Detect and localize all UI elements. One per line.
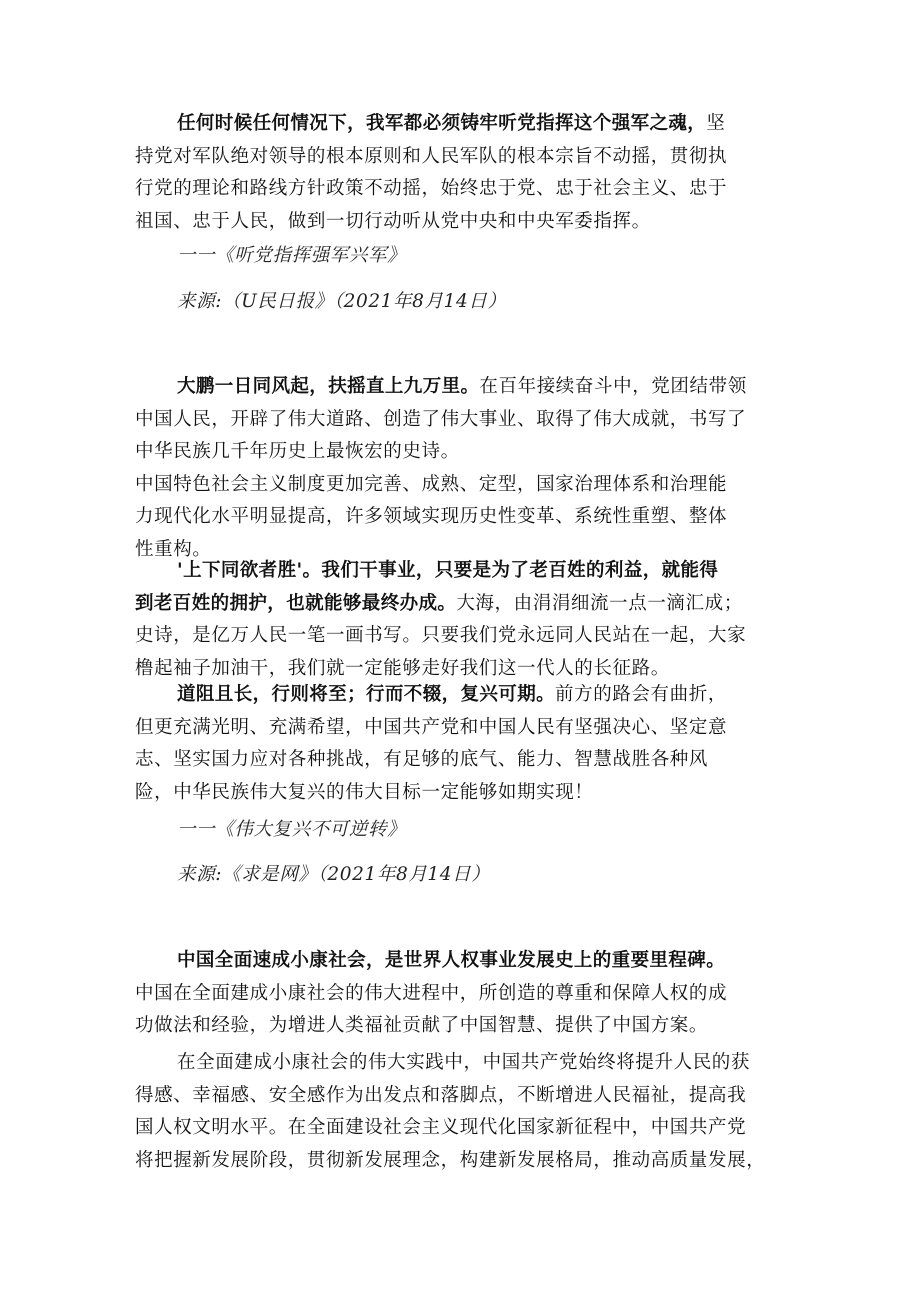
text-line: 在全面建成小康社会的伟大实践中，中国共产党始终将提升人民的获 xyxy=(177,1052,751,1073)
text-line: 力现代化水平明显提高，许多领域实现历史性变革、系统性重塑、整体 xyxy=(135,506,728,527)
paragraph-xiaokang xyxy=(135,945,785,1043)
text-line: 但更充满光明、充满希望，中国共产党和中国人民有坚强决心、坚定意 xyxy=(135,716,728,738)
paragraph-shared-goals xyxy=(135,555,785,685)
text-line: 持党对军队绝对领导的根本原则和人民军队的根本宗旨不动摇，贯彻执 xyxy=(135,145,728,167)
paragraph-dapeng xyxy=(135,371,785,566)
text-line: 中国特色社会主义制度更加完善、成熟、定型，国家治理体系和治理能 xyxy=(135,473,728,495)
text-line: 志、坚实国力应对各种挑战，有足够的底气、能力、智慧战胜各种风 xyxy=(135,749,709,770)
text-line: 道阻且长，行则将至；行而不辍，复兴可期。前方的路会有曲折， xyxy=(177,684,727,705)
paragraph-military-loyalty xyxy=(135,108,785,238)
text-line: 史诗，是亿万人民一笔一画书写。只要我们党永远同人民站在一起，大家 xyxy=(135,625,747,646)
text-line: 大鹏一日同风起，扶摇直上九万里。在百年接续奋斗中，党团结带领 xyxy=(177,376,747,397)
text-line: 中华民族几千年历史上最恢宏的史诗。 xyxy=(135,441,460,462)
text-line: 国人权文明水平。在全面建设社会主义现代化国家新征程中，中国共产党 xyxy=(135,1117,747,1138)
text-line: 行党的理论和路线方针政策不动摇，始终忠于党、忠于社会主义、忠于 xyxy=(135,178,728,199)
paragraph-rejuvenation xyxy=(135,679,785,809)
text-line: 将把握新发展阶段，贯彻新发展理念，构建新发展格局，推动高质量发展， xyxy=(135,1149,766,1171)
attribution-line: 一一《伟大复兴不可逆转》 xyxy=(177,819,407,840)
text-line: 任何时候任何情况下，我军都必须铸牢听党指挥这个强军之魂，坚 xyxy=(177,113,726,134)
text-line: '上下同欲者胜'。我们干事业，只要是为了老百姓的利益，就能得 xyxy=(177,560,719,581)
paragraph-human-rights xyxy=(135,1047,785,1177)
text-line: 性重构。 xyxy=(135,538,212,560)
source-line: 来源:（U民日报》（2021年8月14日） xyxy=(177,291,507,312)
text-line: 橹起袖子加油干，我们就一定能够走好我们这一代人的长征路。 xyxy=(135,657,670,679)
text-line: 祖国、忠于人民，做到一切行动听从党中央和中央军委指挥。 xyxy=(135,210,651,232)
text-line: 险，中华民族伟大复兴的伟大目标一定能够如期实现！ xyxy=(135,781,594,803)
text-line: 中国全面速成小康社会，是世界人权事业发展史上的重要里程碑。 xyxy=(177,950,726,971)
attribution-line: 一一《听党指挥强军兴军》 xyxy=(177,245,407,266)
text-line: 中国人民，开辟了伟大道路、创造了伟大事业、取得了伟大成就，书写了 xyxy=(135,408,747,430)
text-line: 中国在全面建成小康社会的伟大进程中，所创造的尊重和保障人权的成 xyxy=(135,982,728,1004)
text-line: 到老百姓的拥护，也就能够最终办成。大海，由涓涓细流一点一滴汇成； xyxy=(135,592,743,614)
text-line: 功做法和经验，为增进人类福祉贡献了中国智慧、提供了中国方案。 xyxy=(135,1015,709,1036)
text-line: 得感、幸福感、安全感作为出发点和落脚点，不断增进人民福祉，提高我 xyxy=(135,1084,747,1106)
source-line: 来源:《求是网》（2021年8月14日） xyxy=(177,864,491,885)
